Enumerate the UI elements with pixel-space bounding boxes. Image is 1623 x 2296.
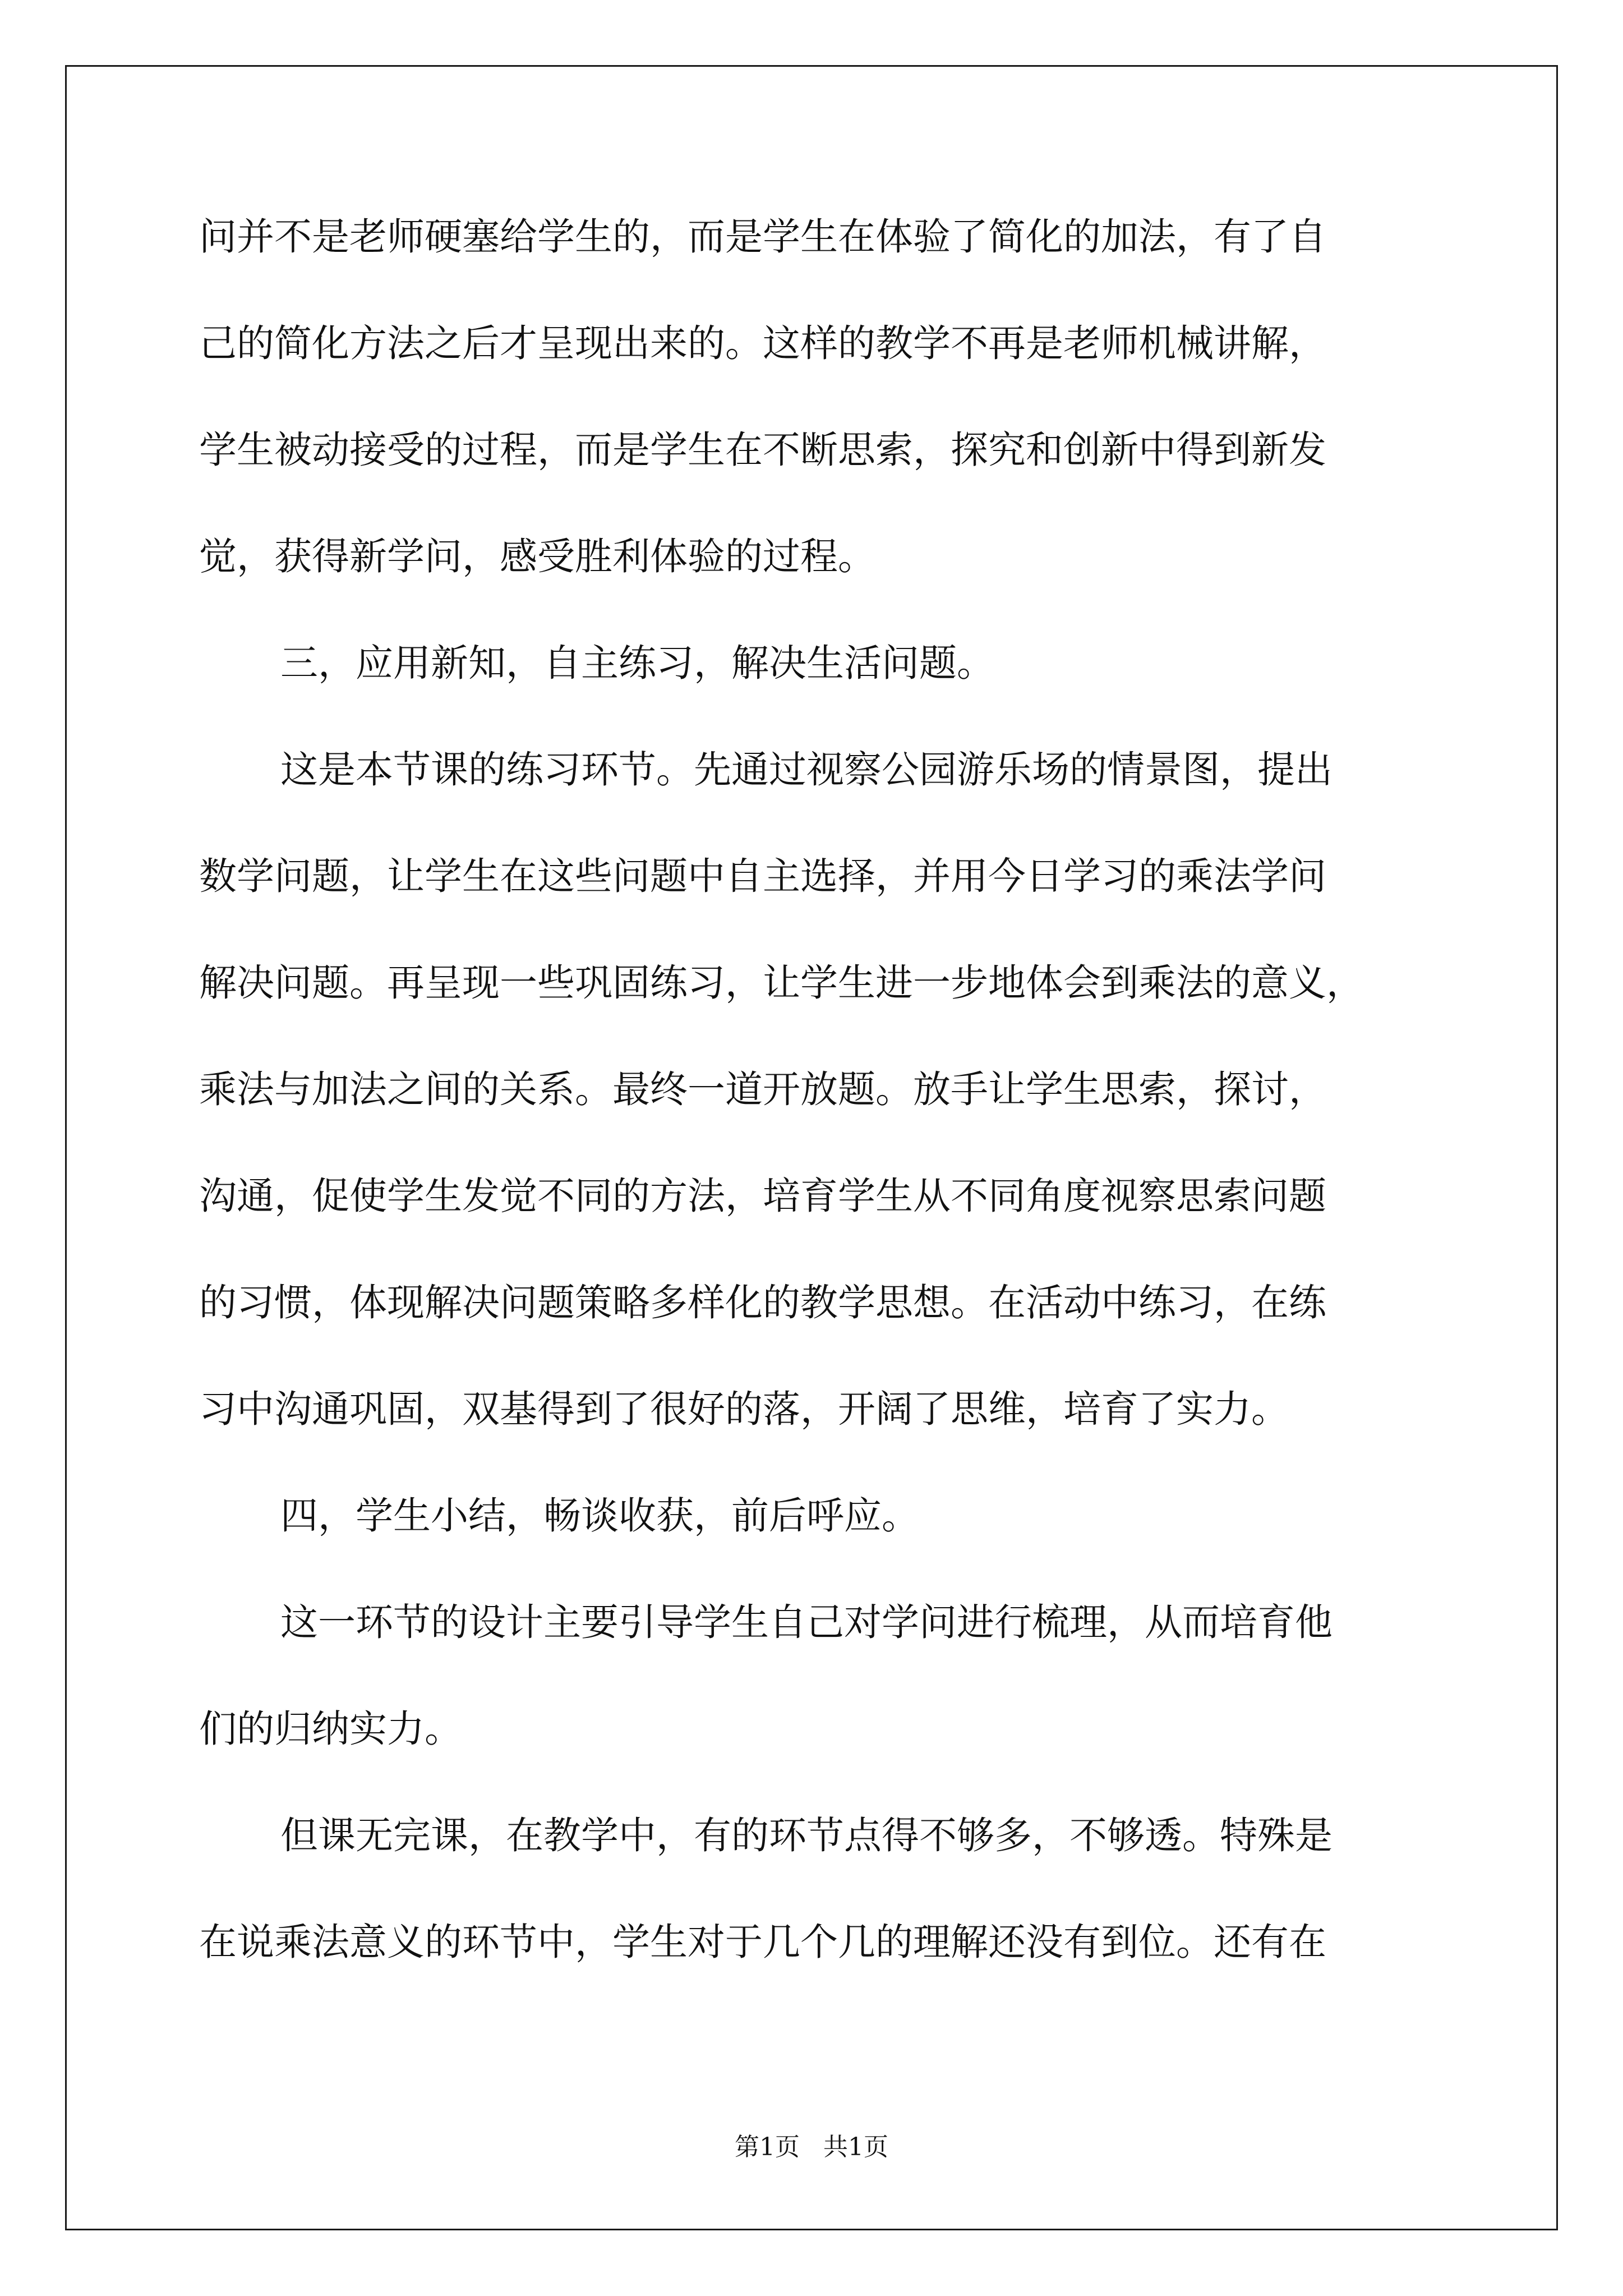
text-line: 习中沟通巩固，双基得到了很好的落，开阔了思维，培育了实力。 — [199, 1387, 1289, 1431]
text-line: 四，学生小结，畅谈收获，前后呼应。 — [280, 1494, 919, 1538]
text-line: 的习惯，体现解决问题策略多样化的教学思想。在活动中练习，在练 — [199, 1281, 1326, 1324]
text-line: 沟通，促使学生发觉不同的方法，培育学生从不同角度视察思索问题 — [199, 1174, 1326, 1218]
text-line: 问并不是老师硬塞给学生的，而是学生在体验了简化的加法，有了自 — [199, 215, 1326, 259]
page-border — [65, 65, 1558, 2230]
text-line: 三，应用新知，自主练习，解决生活问题。 — [280, 641, 994, 685]
page-footer: 第1页 共1页 — [735, 2133, 888, 2161]
text-line: 这一环节的设计主要引导学生自己对学问进行梳理，从而培育他 — [280, 1600, 1332, 1644]
text-line: 数学问题，让学生在这些问题中自主选择，并用今日学习的乘法学问 — [199, 854, 1326, 898]
text-line: 解决问题。再呈现一些巩固练习，让学生进一步地体会到乘法的意义， — [199, 961, 1364, 1005]
text-line: 在说乘法意义的环节中，学生对于几个几的理解还没有到位。还有在 — [199, 1920, 1326, 1964]
text-line: 乘法与加法之间的关系。最终一道开放题。放手让学生思索，探讨， — [199, 1068, 1326, 1111]
text-line: 学生被动接受的过程，而是学生在不断思索，探究和创新中得到新发 — [199, 428, 1326, 472]
text-line: 觉，获得新学问，感受胜利体验的过程。 — [199, 535, 875, 578]
text-line: 们的归纳实力。 — [199, 1707, 462, 1751]
text-line: 这是本节课的练习环节。先通过视察公园游乐场的情景图，提出 — [280, 748, 1332, 792]
text-line: 己的简化方法之后才呈现出来的。这样的教学不再是老师机械讲解， — [199, 321, 1326, 365]
text-line: 但课无完课，在教学中，有的环节点得不够多，不够透。特殊是 — [280, 1814, 1332, 1857]
